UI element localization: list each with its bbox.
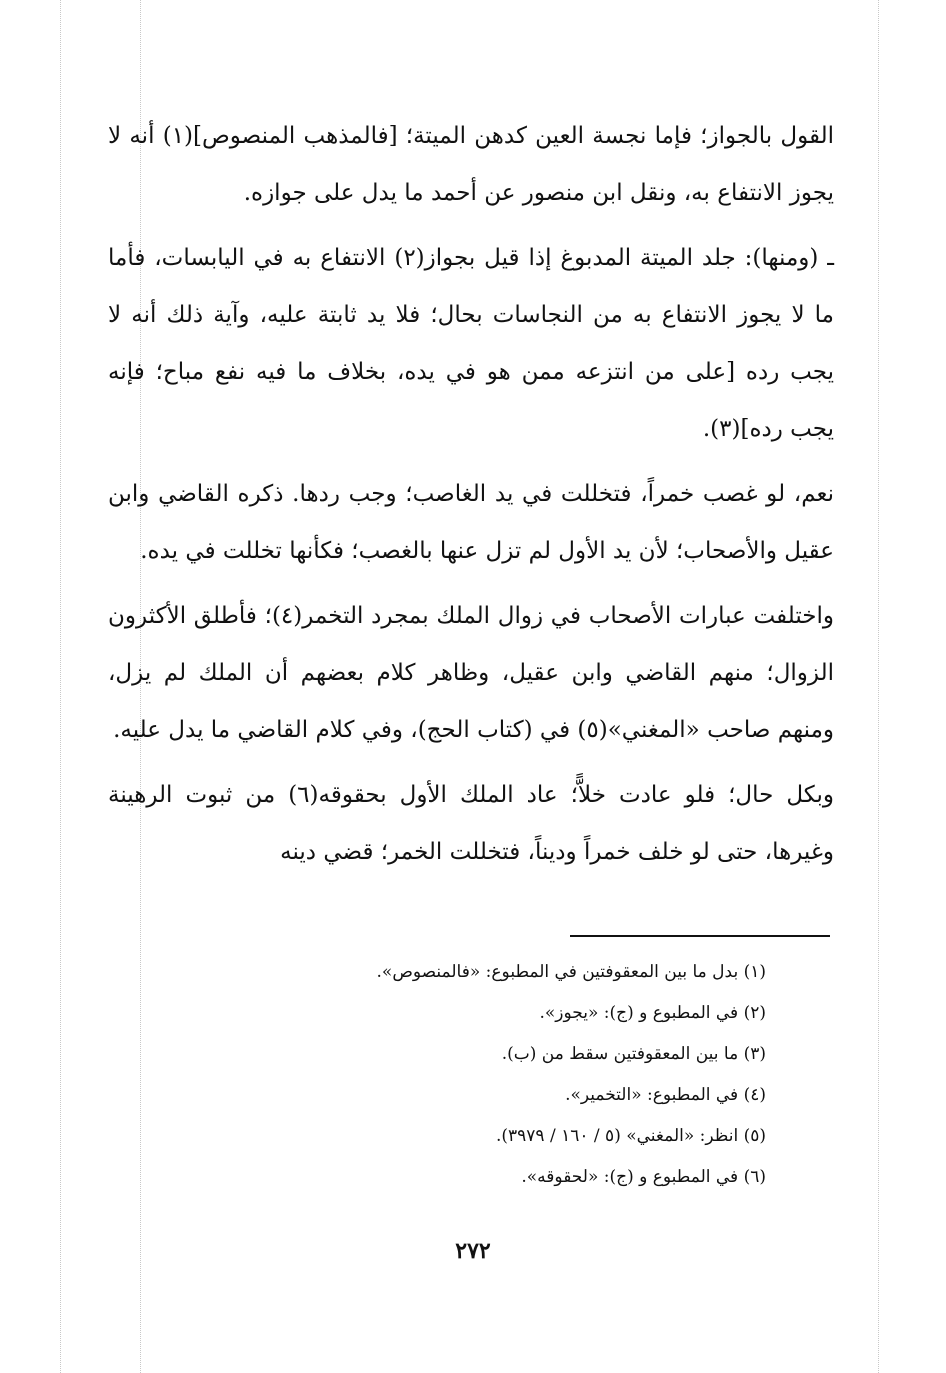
footnotes xyxy=(150,952,766,1198)
page-edge-guide xyxy=(878,0,879,1373)
main-text xyxy=(108,108,834,889)
footnote: (٢) في المطبوع و (ج): «يجوز». xyxy=(539,1003,766,1023)
footnote: (٥) انظر: «المغني» (٥ / ١٦٠ / ٣٩٧٩). xyxy=(495,1126,766,1146)
footnote: (٣) ما بين المعقوفتين سقط من (ب). xyxy=(501,1044,766,1064)
footnote: (٤) في المطبوع: «التخمير». xyxy=(565,1085,766,1105)
paragraph: واختلفت عبارات الأصحاب في زوال الملك بمجرد التخمر(٤)؛ فأطلق الأكثرون الزوال؛ منهم القاضي وابن عقيل، وظاهر كلام بعضهم أن الملك لم يزل، ومنهم صاحب «المغني»(٥) في (كتاب الحج)، وفي كلام القاضي ما يدل عليه. xyxy=(108,603,834,743)
paragraph: القول بالجواز؛ فإما نجسة العين كدهن الميتة؛ [فالمذهب المنصوص](١) أنه لا يجوز الانتفاع به، ونقل ابن منصور عن أحمد ما يدل على جوازه. xyxy=(108,123,834,206)
page-number: ٢٧٢ xyxy=(455,1238,491,1264)
footnote: (١) بدل ما بين المعقوفتين في المطبوع: «فالمنصوص». xyxy=(376,962,766,982)
footnote-divider xyxy=(570,935,830,937)
page-edge-guide xyxy=(60,0,61,1373)
footnote: (٦) في المطبوع و (ج): «لحقوقه». xyxy=(521,1167,766,1187)
paragraph: وبكل حال؛ فلو عادت خلاًّ؛ عاد الملك الأول بحقوقه(٦) من ثبوت الرهينة وغيرها، حتى لو خلف خمراً وديناً، فتخللت الخمر؛ قضي دينه xyxy=(108,782,834,865)
paragraph: ـ (ومنها): جلد الميتة المدبوغ إذا قيل بجواز(٢) الانتفاع به في اليابسات، فأما ما لا يجوز الانتفاع به من النجاسات بحال؛ فلا يد ثابتة عليه، وآية ذلك أنه لا يجب رده [على من انتزعه ممن هو في يده، بخلاف ما فيه نفع مباح؛ فإنه يجب رده](٣). xyxy=(108,245,834,442)
paragraph: نعم، لو غصب خمراً، فتخللت في يد الغاصب؛ وجب ردها. ذكره القاضي وابن عقيل والأصحاب؛ لأن يد الأول لم تزل عنها بالغصب؛ فكأنها تخللت في يده. xyxy=(108,481,834,564)
